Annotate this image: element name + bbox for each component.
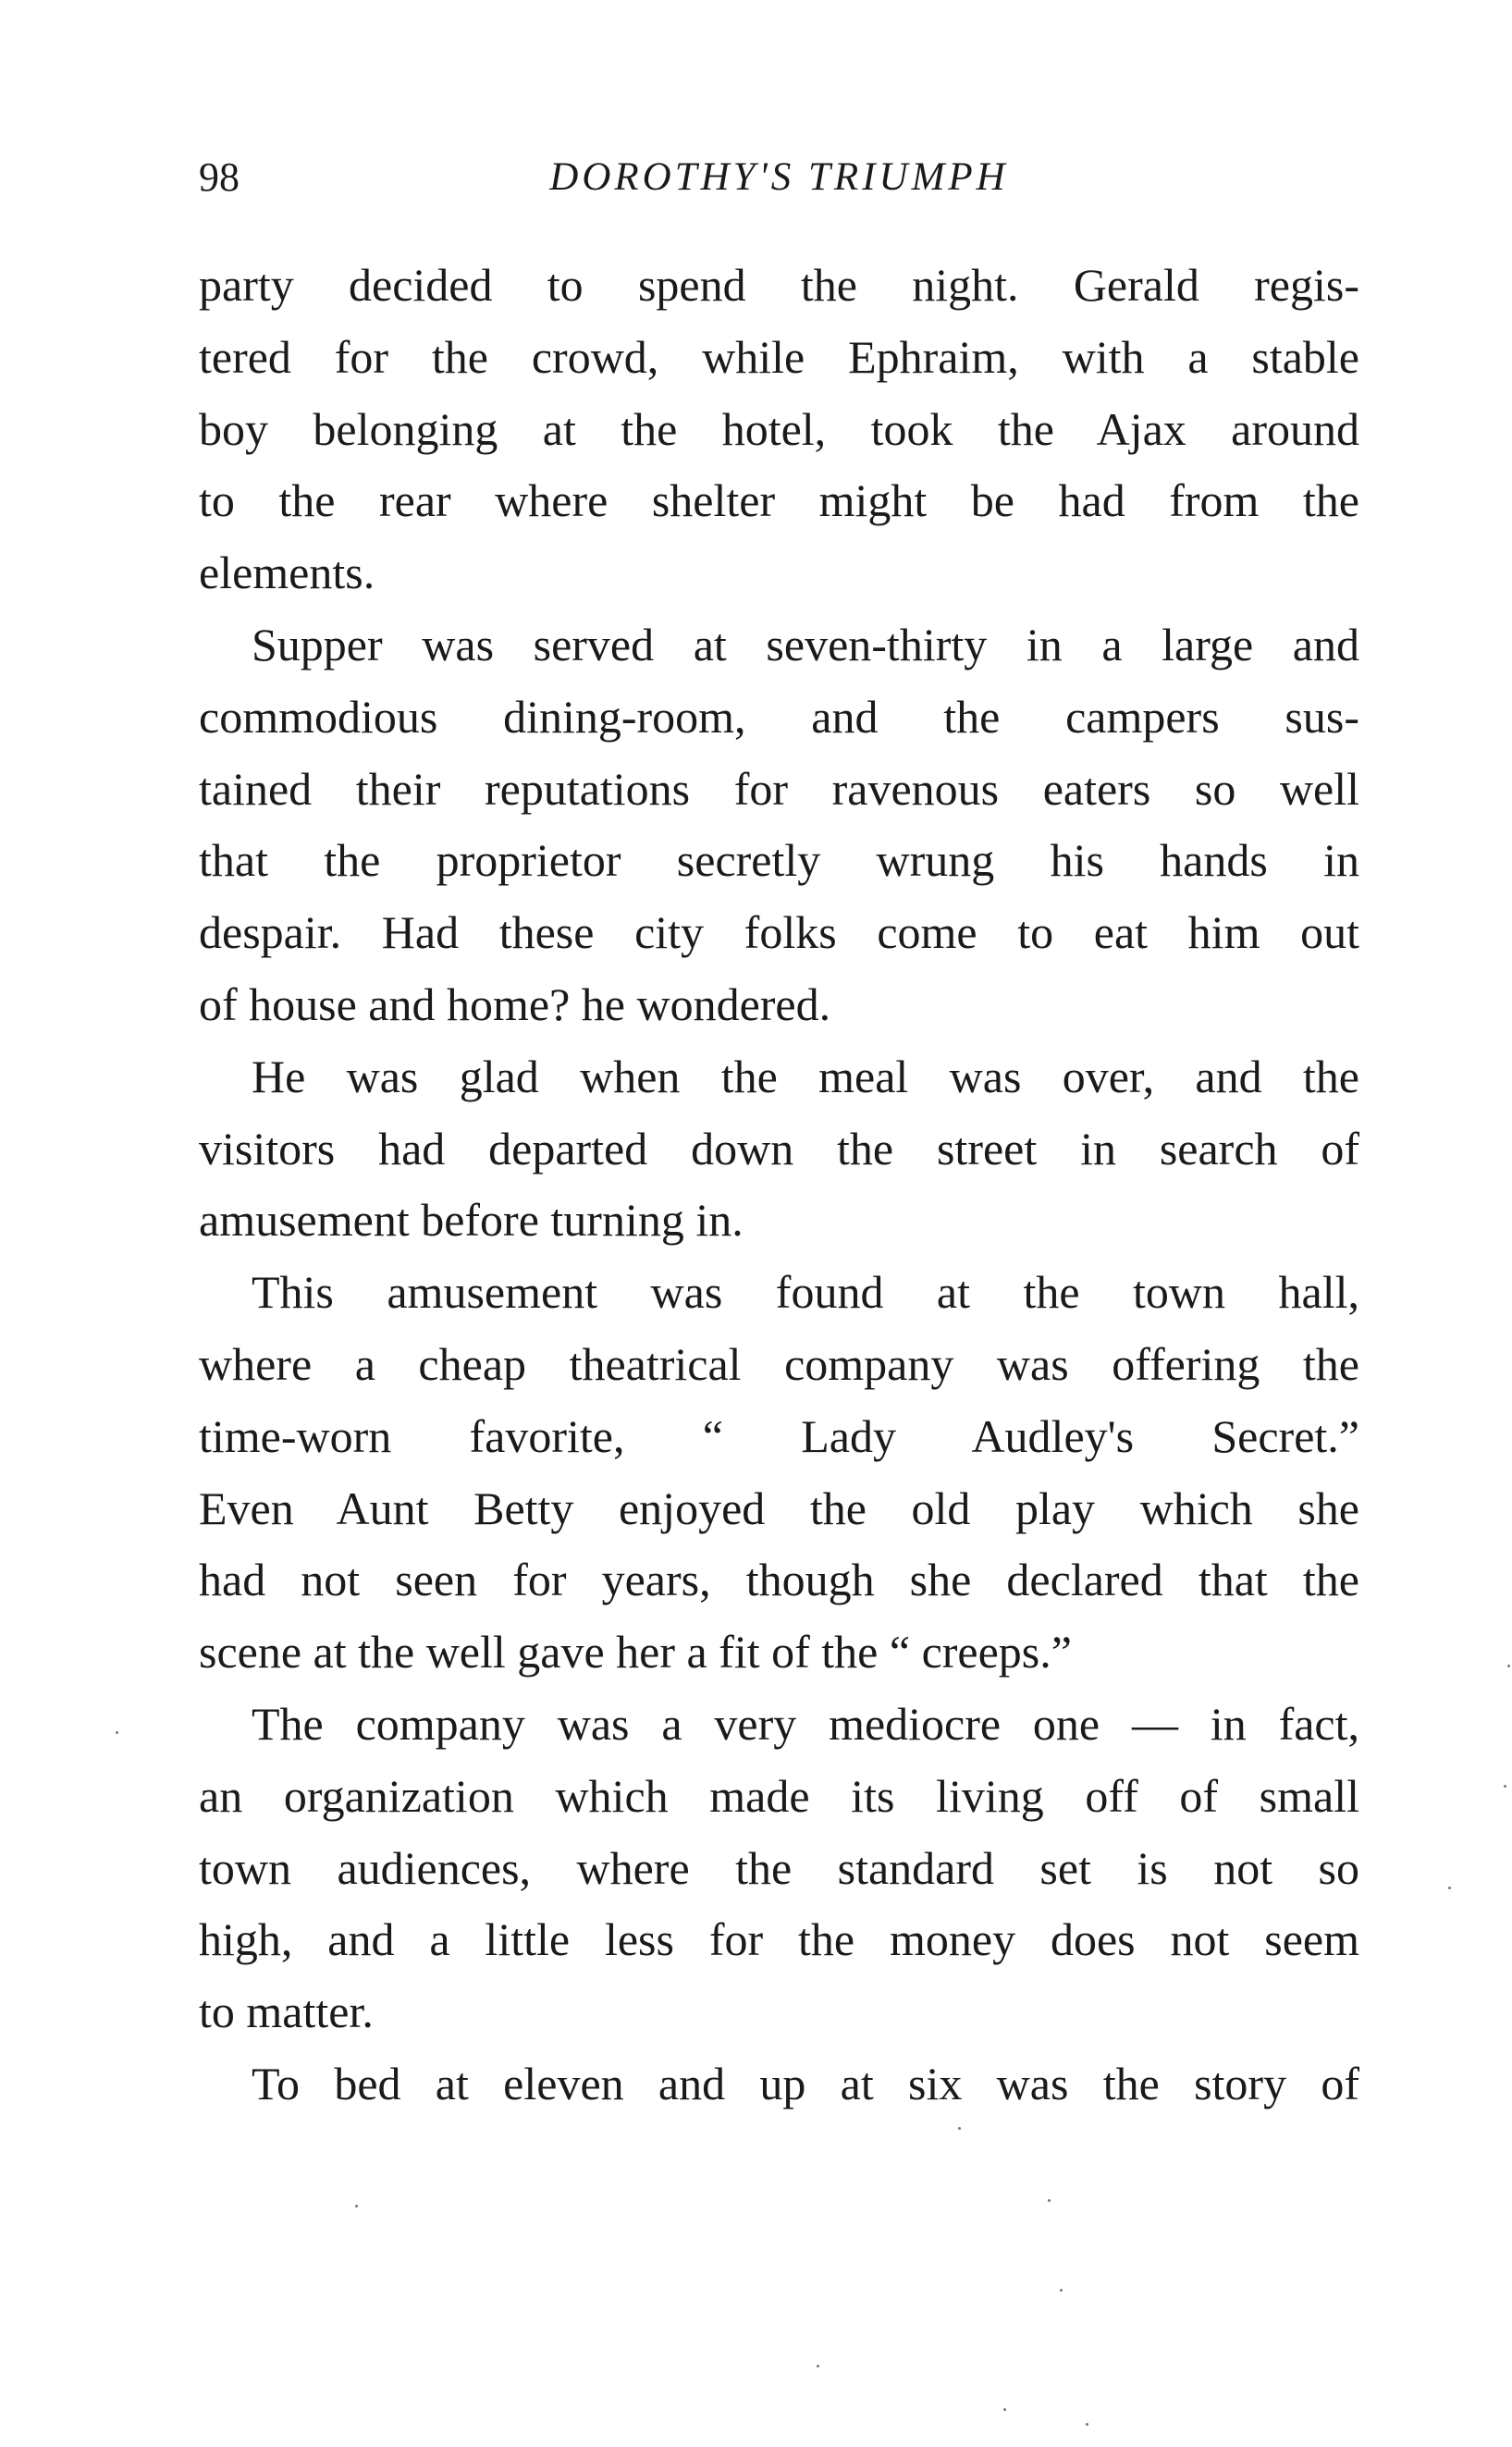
text-line: party decided to spend the night. Gerald regis- — [199, 259, 1359, 311]
scan-speck — [1504, 1785, 1506, 1788]
running-title: DOROTHY'S TRIUMPH — [549, 155, 1009, 199]
body-text — [199, 250, 1359, 2121]
paragraph-5 — [199, 1689, 1359, 2048]
text-line: visitors had departed down the street in search of — [199, 1122, 1359, 1174]
text-line: Even Aunt Betty enjoyed the old play which she — [199, 1482, 1359, 1534]
scan-speck — [1003, 2408, 1006, 2411]
scan-speck — [1448, 1887, 1451, 1889]
text-line: where a cheap theatrical company was offering the — [199, 1337, 1359, 1390]
text-line: This amusement was found at the town hall, — [252, 1266, 1359, 1319]
scan-speck — [817, 2365, 819, 2367]
text-line: despair. Had these city folks come to eat him out — [199, 906, 1359, 959]
text-line: commodious dining-room, and the campers sus- — [199, 690, 1359, 743]
scan-speck — [116, 1731, 118, 1734]
text-line: to matter. — [199, 1986, 374, 2038]
text-line: of house and home? he wondered. — [199, 978, 831, 1030]
text-line: had not seen for years, though she declared that the — [199, 1554, 1359, 1606]
scan-speck — [1086, 2423, 1088, 2426]
scan-speck — [1048, 2199, 1051, 2202]
text-line: town audiences, where the standard set is not so — [199, 1841, 1359, 1894]
scan-speck — [1060, 2289, 1063, 2292]
text-line: scene at the well gave her a fit of the “ creeps.” — [199, 1626, 1072, 1678]
paragraph-6 — [199, 2048, 1359, 2121]
scan-speck — [958, 2127, 961, 2130]
scan-speck — [355, 2205, 358, 2207]
text-line: amusement before turning in. — [199, 1194, 744, 1247]
text-line: Supper was served at seven-thirty in a large and — [252, 618, 1359, 670]
paragraph-1 — [199, 250, 1359, 609]
paragraph-4 — [199, 1257, 1359, 1689]
text-line: an organization which made its living off of small — [199, 1769, 1359, 1822]
text-line: time-worn favorite, “ Lady Audley's Secret.” — [199, 1409, 1359, 1462]
text-line: tained their reputations for ravenous eaters so well — [199, 762, 1359, 815]
page-number: 98 — [199, 154, 240, 200]
paragraph-3 — [199, 1041, 1359, 1257]
text-line: To bed at eleven and up at six was the story of — [252, 2057, 1359, 2109]
running-head — [199, 150, 1359, 205]
text-line: to the rear where shelter might be had from the — [199, 474, 1359, 527]
text-line: elements. — [199, 547, 375, 599]
text-line: boy belonging at the hotel, took the Ajax around — [199, 402, 1359, 455]
scan-speck — [1507, 1665, 1510, 1667]
text-line: The company was a very mediocre one — in fact, — [252, 1697, 1359, 1750]
text-line: that the proprietor secretly wrung his hands in — [199, 834, 1359, 887]
paragraph-2 — [199, 609, 1359, 1041]
text-line: tered for the crowd, while Ephraim, with a stable — [199, 330, 1359, 383]
text-line: high, and a little less for the money does not seem — [199, 1913, 1359, 1966]
text-line: He was glad when the meal was over, and the — [252, 1050, 1359, 1102]
